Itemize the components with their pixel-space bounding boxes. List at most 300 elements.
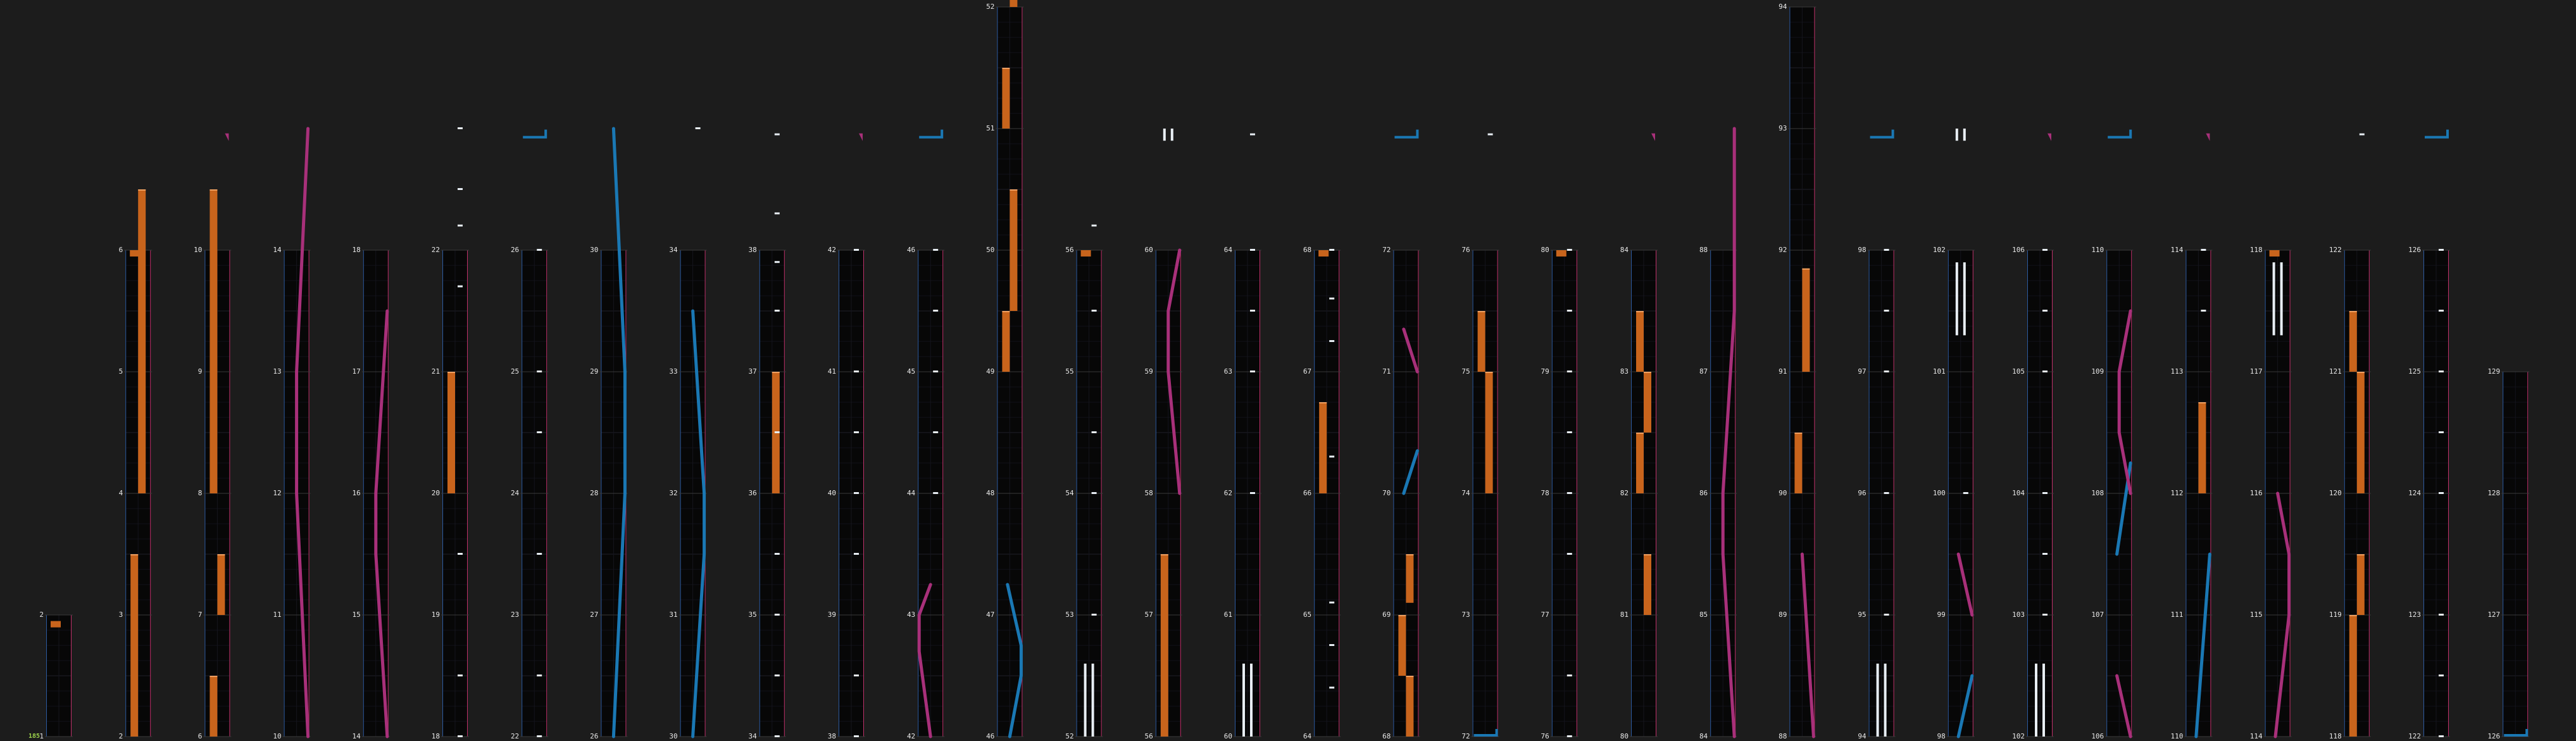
- marker-tick[interactable]: [2439, 614, 2444, 616]
- marker-tick[interactable]: [1250, 492, 1255, 494]
- measure-number: 6: [197, 732, 203, 740]
- measure-number: 106: [2091, 732, 2104, 740]
- hold-note[interactable]: [2198, 402, 2206, 493]
- measure-number: 46: [906, 246, 916, 254]
- measure-number: 20: [431, 489, 440, 497]
- marker-tick[interactable]: [1884, 310, 1889, 312]
- marker-tick[interactable]: [1250, 134, 1255, 136]
- measure-number: 12: [273, 489, 282, 497]
- marker-tick[interactable]: [2439, 249, 2444, 251]
- marker-tick[interactable]: [458, 735, 463, 737]
- hold-cap: [1644, 554, 1651, 555]
- marker-tick[interactable]: [1329, 249, 1334, 251]
- measure-number: 115: [2249, 611, 2263, 619]
- marker-tick[interactable]: [2439, 370, 2444, 372]
- measure-number: 56: [1065, 246, 1074, 254]
- measure-number: 65: [1303, 611, 1312, 619]
- marker-tick[interactable]: [775, 431, 780, 433]
- blue-bracket[interactable]: [2108, 130, 2130, 137]
- blue-bracket[interactable]: [1394, 130, 1417, 137]
- measure-number: 4: [118, 489, 123, 497]
- measure-number: 84: [1699, 732, 1708, 740]
- marker-tick[interactable]: [2042, 249, 2048, 251]
- measure-number: 30: [669, 732, 678, 740]
- hold-cap: [217, 554, 225, 555]
- hold-note[interactable]: [209, 676, 217, 737]
- measure-number: 14: [352, 732, 361, 740]
- corner-mark[interactable]: [1651, 134, 1655, 141]
- hold-note[interactable]: [1319, 402, 1327, 493]
- marker-tick[interactable]: [854, 370, 859, 372]
- measure-number: 92: [1779, 246, 1787, 254]
- marker-tick[interactable]: [2042, 310, 2048, 312]
- marker-tick[interactable]: [1884, 492, 1889, 494]
- measure-number: 122: [2329, 246, 2342, 254]
- hold-cap: [1319, 402, 1327, 403]
- white-bar[interactable]: [1163, 129, 1166, 141]
- marker-tick[interactable]: [1884, 370, 1889, 372]
- marker-tick[interactable]: [775, 553, 780, 555]
- measure-number: 45: [906, 367, 916, 376]
- measure-number: 81: [1620, 611, 1629, 619]
- marker-tick[interactable]: [1567, 674, 1572, 676]
- measure-number: 55: [1065, 367, 1074, 376]
- measure-number: 68: [1382, 732, 1391, 740]
- measure-number: 126: [2408, 246, 2421, 254]
- marker-tick[interactable]: [1092, 431, 1097, 433]
- measure-number: 85: [1699, 611, 1708, 619]
- measure-number: 112: [2170, 489, 2184, 497]
- measure-number: 48: [986, 489, 995, 497]
- white-bar[interactable]: [1250, 664, 1253, 737]
- measure-number: 77: [1541, 611, 1549, 619]
- measure-number: 26: [590, 732, 599, 740]
- measure-number: 5: [118, 367, 123, 376]
- marker-tick[interactable]: [537, 674, 542, 676]
- measure-number: 114: [2249, 732, 2263, 740]
- marker-tick[interactable]: [1567, 431, 1572, 433]
- hold-note[interactable]: [1010, 0, 1017, 7]
- measure-number: 72: [1461, 732, 1470, 740]
- marker-tick[interactable]: [2439, 492, 2444, 494]
- marker-tick[interactable]: [2439, 310, 2444, 312]
- measure-number: 68: [1303, 246, 1312, 254]
- blue-bracket[interactable]: [1870, 130, 1893, 137]
- marker-tick[interactable]: [854, 674, 859, 676]
- marker-tick[interactable]: [458, 127, 463, 129]
- measure-number: 62: [1223, 489, 1232, 497]
- hold-cap: [772, 372, 780, 373]
- marker-tick[interactable]: [537, 370, 542, 372]
- measure-number: 125: [2408, 367, 2421, 376]
- hold-cap: [1406, 676, 1413, 677]
- hold-cap: [1802, 269, 1810, 270]
- white-bar[interactable]: [1956, 262, 1958, 335]
- measure-number: 116: [2249, 489, 2263, 497]
- measure-number: 10: [194, 246, 203, 254]
- blue-bracket[interactable]: [919, 130, 942, 137]
- measure-number: 43: [906, 611, 916, 619]
- white-bar[interactable]: [1963, 129, 1966, 141]
- measure-number: 128: [2487, 489, 2501, 497]
- measure-number: 120: [2329, 489, 2342, 497]
- marker-tick[interactable]: [1567, 553, 1572, 555]
- measure-number: 72: [1382, 246, 1391, 254]
- measure-number: 64: [1303, 732, 1312, 740]
- hold-cap: [2349, 615, 2357, 616]
- marker-tick[interactable]: [1092, 310, 1097, 312]
- marker-tick[interactable]: [933, 370, 938, 372]
- measure-number: 83: [1620, 367, 1629, 376]
- hold-note[interactable]: [217, 554, 225, 615]
- hold-cap: [1406, 554, 1413, 555]
- measure-number: 42: [827, 246, 836, 254]
- measure-number: 84: [1620, 246, 1629, 254]
- measure-number: 59: [1144, 367, 1153, 376]
- marker-tick[interactable]: [933, 249, 938, 251]
- marker-tick[interactable]: [2201, 249, 2206, 251]
- marker-tick[interactable]: [1884, 249, 1889, 251]
- hold-note[interactable]: [1010, 189, 1017, 311]
- measure-number: 50: [986, 246, 995, 254]
- measure-number: 80: [1620, 732, 1629, 740]
- marker-tick[interactable]: [1092, 614, 1097, 616]
- marker-tick[interactable]: [458, 553, 463, 555]
- measure-number: 32: [669, 489, 678, 497]
- measure-number: 17: [352, 367, 361, 376]
- measure-number: 74: [1461, 489, 1470, 497]
- marker-tick[interactable]: [854, 735, 859, 737]
- measure-number: 87: [1699, 367, 1708, 376]
- measure-number: 35: [748, 611, 757, 619]
- hold-note[interactable]: [1644, 372, 1651, 433]
- hold-note[interactable]: [1485, 372, 1493, 493]
- marker-tick[interactable]: [933, 431, 938, 433]
- hold-note[interactable]: [2349, 311, 2357, 372]
- white-bar[interactable]: [1171, 129, 1173, 141]
- hold-note[interactable]: [1161, 554, 1168, 737]
- hold-note[interactable]: [209, 189, 217, 493]
- marker-tick[interactable]: [1329, 644, 1334, 646]
- hold-note[interactable]: [1636, 433, 1644, 493]
- marker-tick[interactable]: [1884, 614, 1889, 616]
- hold-note[interactable]: [1478, 311, 1485, 372]
- measure-number: 97: [1858, 367, 1866, 376]
- hold-note[interactable]: [2357, 554, 2365, 615]
- hold-cap: [1636, 433, 1644, 434]
- measure-number: 22: [510, 732, 520, 740]
- measure-number: 106: [2012, 246, 2025, 254]
- hold-cap: [2357, 372, 2365, 373]
- white-bar[interactable]: [2042, 664, 2045, 737]
- marker-tick[interactable]: [775, 310, 780, 312]
- measure-number: 22: [431, 246, 440, 254]
- measure-number: 27: [590, 611, 599, 619]
- marker-tick[interactable]: [2042, 492, 2048, 494]
- marker-tick[interactable]: [775, 614, 780, 616]
- hold-note[interactable]: [1002, 68, 1010, 129]
- white-bar[interactable]: [1092, 664, 1094, 737]
- corner-mark[interactable]: [859, 134, 863, 141]
- marker-tick[interactable]: [2042, 614, 2048, 616]
- measure-number: 63: [1223, 367, 1232, 376]
- marker-tick[interactable]: [1488, 134, 1493, 136]
- measure-number: 110: [2091, 246, 2104, 254]
- measure-number: 105: [2012, 367, 2025, 376]
- measure-number: 117: [2249, 367, 2263, 376]
- measure-number: 124: [2408, 489, 2421, 497]
- marker-tick[interactable]: [1567, 310, 1572, 312]
- blue-bracket[interactable]: [523, 130, 546, 137]
- measure-number: 1: [39, 732, 44, 740]
- white-bar[interactable]: [2273, 262, 2275, 335]
- measure-number: 70: [1382, 489, 1391, 497]
- measure-number: 129: [2487, 367, 2501, 376]
- marker-tick[interactable]: [854, 249, 859, 251]
- marker-tick[interactable]: [1092, 492, 1097, 494]
- measure-number: 93: [1779, 124, 1787, 132]
- hold-cap: [2349, 311, 2357, 312]
- marker-tick[interactable]: [2201, 310, 2206, 312]
- measure-number: 8: [197, 489, 203, 497]
- white-bar[interactable]: [1956, 129, 1958, 141]
- white-bar[interactable]: [1084, 664, 1087, 737]
- measure-number: 76: [1541, 732, 1549, 740]
- orange-cap[interactable]: [1081, 250, 1091, 256]
- corner-mark[interactable]: [225, 134, 228, 141]
- marker-tick[interactable]: [537, 431, 542, 433]
- marker-tick[interactable]: [458, 225, 463, 227]
- measure-number: 80: [1541, 246, 1549, 254]
- measure-number: 102: [1932, 246, 1946, 254]
- marker-tick[interactable]: [775, 674, 780, 676]
- white-bar[interactable]: [2280, 262, 2283, 335]
- hold-note[interactable]: [130, 554, 138, 737]
- measure-number: 104: [2012, 489, 2025, 497]
- measure-number: 24: [510, 489, 520, 497]
- marker-tick[interactable]: [2439, 674, 2444, 676]
- measure-number: 100: [1932, 489, 1946, 497]
- hold-cap: [1161, 554, 1168, 555]
- hold-note[interactable]: [1406, 676, 1413, 737]
- marker-tick[interactable]: [1567, 249, 1572, 251]
- measure-number: 41: [827, 367, 836, 376]
- measure-number: 47: [986, 611, 995, 619]
- white-bar[interactable]: [1884, 664, 1887, 737]
- hold-note[interactable]: [2357, 372, 2365, 493]
- hold-cap: [1002, 311, 1010, 312]
- measure-number: 75: [1461, 367, 1470, 376]
- measure-number: 2: [39, 611, 44, 619]
- measure-number: 126: [2487, 732, 2501, 740]
- measure-number: 13: [273, 367, 282, 376]
- hold-note[interactable]: [1002, 311, 1010, 372]
- white-bar[interactable]: [2035, 664, 2037, 737]
- measure-number: 88: [1699, 246, 1708, 254]
- marker-tick[interactable]: [2439, 431, 2444, 433]
- hold-cap: [1478, 311, 1485, 312]
- marker-tick[interactable]: [458, 674, 463, 676]
- marker-tick[interactable]: [1329, 298, 1334, 300]
- measure-number: 73: [1461, 611, 1470, 619]
- marker-tick[interactable]: [854, 492, 859, 494]
- hold-cap: [1636, 311, 1644, 312]
- marker-tick[interactable]: [458, 188, 463, 190]
- marker-tick[interactable]: [854, 553, 859, 555]
- measure-number: 60: [1223, 732, 1232, 740]
- marker-tick[interactable]: [1567, 370, 1572, 372]
- marker-tick[interactable]: [2439, 735, 2444, 737]
- measure-number: 52: [1065, 732, 1074, 740]
- marker-tick[interactable]: [458, 286, 463, 288]
- measure-number: 9: [197, 367, 203, 376]
- measure-number: 51: [986, 124, 995, 132]
- hold-note[interactable]: [1636, 311, 1644, 372]
- marker-tick[interactable]: [1963, 492, 1968, 494]
- hold-cap: [1485, 372, 1493, 373]
- measure-number: 96: [1858, 489, 1866, 497]
- hold-note[interactable]: [138, 189, 146, 493]
- marker-tick[interactable]: [1329, 602, 1334, 604]
- marker-tick[interactable]: [1329, 340, 1334, 342]
- marker-tick[interactable]: [537, 735, 542, 737]
- measure-number: 26: [510, 246, 520, 254]
- measure-number: 38: [827, 732, 836, 740]
- measure-number: 61: [1223, 611, 1232, 619]
- measure-number: 102: [2012, 732, 2025, 740]
- measure-number: 7: [197, 611, 203, 619]
- white-bar[interactable]: [1963, 262, 1966, 335]
- measure-number: 110: [2170, 732, 2184, 740]
- measure-number: 18: [352, 246, 361, 254]
- hold-note[interactable]: [1644, 554, 1651, 615]
- orange-cap[interactable]: [51, 621, 61, 628]
- measure-number: 29: [590, 367, 599, 376]
- bpm-label: 185: [28, 733, 40, 740]
- measure-number: 113: [2170, 367, 2184, 376]
- hold-note[interactable]: [447, 372, 455, 493]
- measure-number: 94: [1858, 732, 1866, 740]
- marker-tick[interactable]: [537, 553, 542, 555]
- measure-number: 66: [1303, 489, 1312, 497]
- measure-number: 95: [1858, 611, 1866, 619]
- measure-number: 33: [669, 367, 678, 376]
- measure-number: 57: [1144, 611, 1153, 619]
- hold-cap: [2357, 554, 2365, 555]
- measure-number: 3: [118, 611, 123, 619]
- measure-number: 99: [1937, 611, 1946, 619]
- marker-tick[interactable]: [1250, 310, 1255, 312]
- marker-tick[interactable]: [1329, 455, 1334, 457]
- orange-cap[interactable]: [2270, 250, 2280, 256]
- measure-number: 11: [273, 611, 282, 619]
- marker-tick[interactable]: [1329, 687, 1334, 688]
- marker-tick[interactable]: [775, 212, 780, 214]
- hold-note[interactable]: [1794, 433, 1802, 493]
- measure-number: 34: [669, 246, 678, 254]
- measure-number: 16: [352, 489, 361, 497]
- white-bar[interactable]: [1877, 664, 1879, 737]
- measure-number: 109: [2091, 367, 2104, 376]
- orange-cap[interactable]: [1318, 250, 1329, 256]
- measure-number: 58: [1144, 489, 1153, 497]
- marker-tick[interactable]: [2042, 370, 2048, 372]
- measure-number: 98: [1937, 732, 1946, 740]
- marker-tick[interactable]: [696, 127, 701, 129]
- hold-cap: [447, 372, 455, 373]
- measure-number: 108: [2091, 489, 2104, 497]
- measure-number: 114: [2170, 246, 2184, 254]
- hold-note[interactable]: [1398, 615, 1406, 676]
- measure-number: 103: [2012, 611, 2025, 619]
- hold-note[interactable]: [1406, 554, 1413, 603]
- measure-number: 36: [748, 489, 757, 497]
- measure-number: 37: [748, 367, 757, 376]
- corner-mark[interactable]: [2206, 134, 2210, 141]
- hold-cap: [1644, 372, 1651, 373]
- measure-number: 31: [669, 611, 678, 619]
- marker-tick[interactable]: [2360, 134, 2365, 136]
- hold-note[interactable]: [2349, 615, 2357, 737]
- hold-cap: [1002, 68, 1010, 69]
- measure-number: 15: [352, 611, 361, 619]
- measure-number: 60: [1144, 246, 1153, 254]
- marker-tick[interactable]: [775, 134, 780, 136]
- marker-tick[interactable]: [775, 735, 780, 737]
- marker-tick[interactable]: [1250, 249, 1255, 251]
- hold-cap: [130, 554, 138, 555]
- measure-number: 25: [510, 367, 520, 376]
- hold-note[interactable]: [1802, 269, 1810, 372]
- measure-number: 53: [1065, 611, 1074, 619]
- measure-number: 14: [273, 246, 282, 254]
- hold-cap: [1794, 433, 1802, 434]
- measure-number: 71: [1382, 367, 1391, 376]
- measure-number: 94: [1779, 3, 1787, 11]
- marker-tick[interactable]: [1250, 370, 1255, 372]
- hold-cap: [209, 676, 217, 677]
- measure-number: 89: [1779, 611, 1787, 619]
- measure-number: 79: [1541, 367, 1549, 376]
- measure-number: 38: [748, 246, 757, 254]
- corner-mark[interactable]: [2048, 134, 2051, 141]
- measure-number: 118: [2249, 246, 2263, 254]
- marker-tick[interactable]: [854, 431, 859, 433]
- blue-bracket[interactable]: [2425, 130, 2448, 137]
- measure-number: 10: [273, 732, 282, 740]
- measure-number: 44: [906, 489, 916, 497]
- marker-tick[interactable]: [1567, 735, 1572, 737]
- marker-tick[interactable]: [537, 249, 542, 251]
- marker-tick[interactable]: [1092, 225, 1097, 227]
- orange-cap[interactable]: [130, 250, 140, 256]
- marker-tick[interactable]: [1567, 492, 1572, 494]
- measure-number: 30: [590, 246, 599, 254]
- marker-tick[interactable]: [933, 492, 938, 494]
- hold-cap: [1010, 189, 1017, 191]
- measure-number: 101: [1932, 367, 1946, 376]
- marker-tick[interactable]: [2042, 553, 2048, 555]
- measure-number: 118: [2329, 732, 2342, 740]
- marker-tick[interactable]: [775, 261, 780, 263]
- measure-number: 76: [1461, 246, 1470, 254]
- measure-number: 39: [827, 611, 836, 619]
- orange-cap[interactable]: [1556, 250, 1566, 256]
- measure-number: 69: [1382, 611, 1391, 619]
- measure-number: 90: [1779, 489, 1787, 497]
- marker-tick[interactable]: [933, 310, 938, 312]
- white-bar[interactable]: [1242, 664, 1245, 737]
